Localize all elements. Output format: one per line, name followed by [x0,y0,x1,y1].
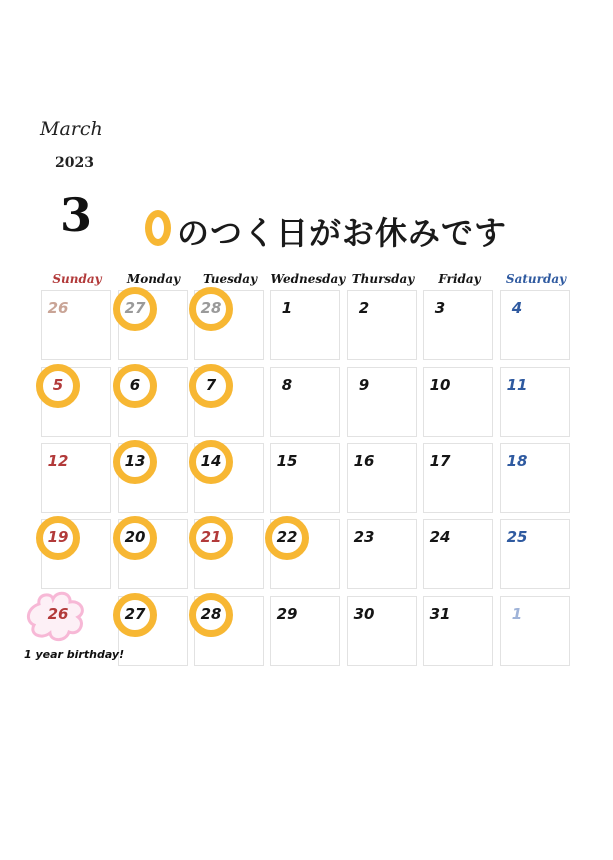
day-number: 12 [47,452,69,470]
day-number: 26 [47,299,69,317]
day-number: 8 [281,376,293,394]
weekday-header [41,272,577,290]
weekday-saturday: Saturday [505,272,567,286]
holiday-title-text: のつく日がお休みです [177,214,508,252]
day-number: 30 [353,605,375,623]
day-number: 1 [281,299,293,317]
day-number: 18 [506,452,528,470]
day-number: 22 [276,528,298,546]
weekday-thursday: Thursday [351,272,415,286]
day-number: 13 [124,452,146,470]
day-number: 6 [129,376,141,394]
day-number: 2 [358,299,370,317]
day-number: 29 [276,605,298,623]
day-number: 19 [47,528,69,546]
day-number: 21 [200,528,222,546]
day-number: 3 [434,299,446,317]
weekday-friday: Friday [438,272,481,286]
month-number: 3 [60,188,93,242]
day-number: 1 [511,605,523,623]
day-number: 25 [506,528,528,546]
holiday-title [145,196,507,266]
day-number: 23 [353,528,375,546]
day-number: 28 [200,605,222,623]
day-number: 27 [124,299,146,317]
weekday-tuesday: Tuesday [202,272,258,286]
day-number: 20 [124,528,146,546]
year-label: 2023 [55,155,94,171]
day-number: 26 [47,605,69,623]
day-number: 14 [200,452,222,470]
day-number: 5 [52,376,64,394]
day-number: 7 [205,376,217,394]
day-number: 10 [429,376,451,394]
day-number: 28 [200,299,222,317]
day-number: 27 [124,605,146,623]
day-number: 31 [429,605,451,623]
weekday-wednesday: Wednesday [270,272,346,286]
day-number: 17 [429,452,451,470]
weekday-monday: Monday [126,272,181,286]
birthday-note: 1 year birthday! [24,648,125,661]
day-number: 4 [511,299,523,317]
day-number: 16 [353,452,375,470]
day-number: 15 [276,452,298,470]
day-number: 11 [506,376,528,394]
month-name: March [40,118,103,140]
day-number: 9 [358,376,370,394]
day-number: 24 [429,528,451,546]
weekday-sunday: Sunday [52,272,102,286]
circle-icon [145,210,171,246]
